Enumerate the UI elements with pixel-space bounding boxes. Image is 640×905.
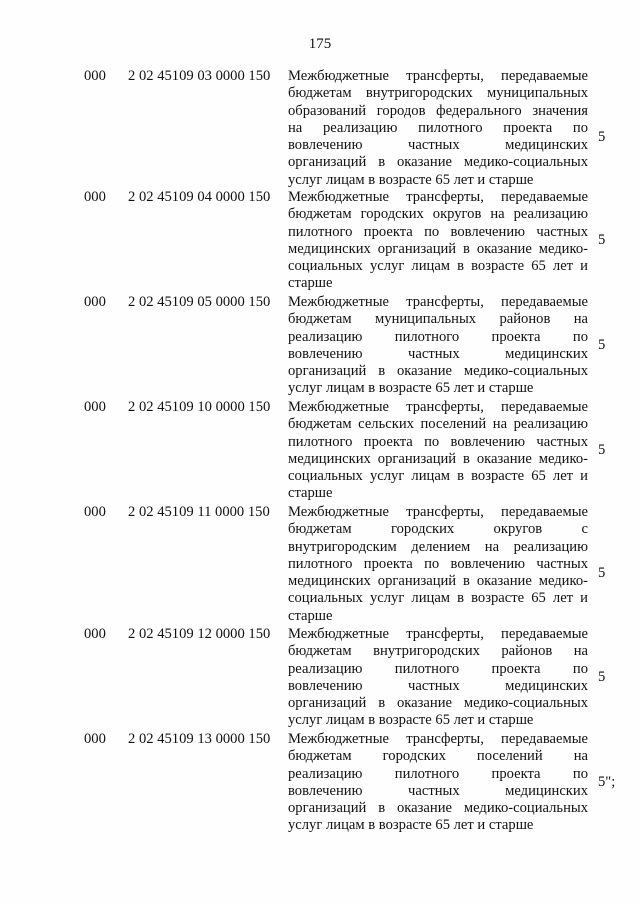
income-name-line: бюджетам внутригородских муниципальных [288, 85, 588, 102]
budget-classification-code: 2 02 45109 11 0000 150 [128, 504, 270, 520]
income-name-line: Межбюджетные трансферты, передаваемые [288, 504, 588, 520]
income-name-line: пилотного проекта по вовлечению частных [288, 555, 588, 572]
standard-amount: 5 [598, 337, 606, 354]
income-name-line: вовлечению частных медицинских [288, 782, 588, 799]
income-name-line: бюджетам внутригородских районов на [288, 643, 588, 660]
budget-classification-code: 2 02 45109 03 0000 150 [128, 68, 271, 84]
admin-code: 000 [84, 626, 106, 642]
income-name-line: старше [288, 485, 333, 502]
admin-code: 000 [84, 294, 106, 310]
admin-code: 000 [84, 189, 106, 205]
standard-amount: 5 [598, 564, 606, 581]
income-name-line: Межбюджетные трансферты, передаваемые [288, 189, 588, 205]
income-name [288, 68, 588, 189]
standard-amount: 5 [598, 232, 606, 249]
income-name-line: бюджетам городских округов с [288, 521, 588, 538]
income-name-line: реализацию пилотного проекта по [288, 765, 588, 782]
page-number: 175 [308, 36, 332, 52]
income-name [288, 504, 588, 625]
income-name-line: медицинских организаций в оказание медико- [288, 573, 588, 590]
income-name [288, 294, 588, 398]
income-name-line: образований городов федерального значения [288, 102, 588, 119]
income-name-line: услуг лицам в возрасте 65 лет и старше [288, 171, 534, 188]
standard-amount: 5 [598, 442, 606, 459]
income-name-line: Межбюджетные трансферты, передаваемые [288, 626, 588, 642]
income-name [288, 731, 588, 835]
budget-classification-code: 2 02 45109 13 0000 150 [128, 731, 271, 747]
income-name-line: социальных услуг лицам в возрасте 65 лет и [288, 258, 588, 275]
income-name-line: социальных услуг лицам в возрасте 65 лет и [288, 590, 588, 607]
income-name-line: бюджетам муниципальных районов на [288, 311, 588, 328]
income-name-line: услуг лицам в возрасте 65 лет и старше [288, 712, 534, 729]
admin-code: 000 [84, 504, 106, 520]
income-name-line: медицинских организаций в оказание медико- [288, 450, 588, 467]
admin-code: 000 [84, 399, 106, 415]
standard-amount: 5 [598, 128, 606, 145]
income-name-line: старше [288, 607, 333, 624]
standard-amount: 5 [598, 669, 606, 686]
income-name-line: организаций в оказание медико-социальных [288, 363, 588, 380]
budget-classification-code: 2 02 45109 10 0000 150 [128, 399, 271, 415]
income-name-line: реализацию пилотного проекта по [288, 328, 588, 345]
standard-amount: 5"; [598, 774, 616, 791]
income-name-line: бюджетам сельских поселений на реализацию [288, 416, 588, 433]
income-name-line: Межбюджетные трансферты, передаваемые [288, 68, 588, 84]
income-name-line: внутригородским делением на реализацию [288, 538, 588, 555]
income-name-line: бюджетам городских округов на реализацию [288, 206, 588, 223]
income-name-line: реализацию пилотного проекта по [288, 660, 588, 677]
income-name-line: Межбюджетные трансферты, передаваемые [288, 399, 588, 415]
income-name-line: на реализацию пилотного проекта по [288, 119, 588, 136]
income-name-line: услуг лицам в возрасте 65 лет и старше [288, 380, 534, 397]
income-name-line: услуг лицам в возрасте 65 лет и старше [288, 817, 534, 834]
income-name-line: пилотного проекта по вовлечению частных [288, 433, 588, 450]
admin-code: 000 [84, 731, 106, 747]
budget-classification-code: 2 02 45109 04 0000 150 [128, 189, 271, 205]
income-name [288, 189, 588, 293]
income-name-line: Межбюджетные трансферты, передаваемые [288, 294, 588, 310]
income-name-line: пилотного проекта по вовлечению частных [288, 223, 588, 240]
admin-code: 000 [84, 68, 106, 84]
income-name-line: организаций в оказание медико-социальных [288, 695, 588, 712]
income-name-line: медицинских организаций в оказание медико- [288, 240, 588, 257]
budget-classification-code: 2 02 45109 05 0000 150 [128, 294, 271, 310]
budget-classification-code: 2 02 45109 12 0000 150 [128, 626, 271, 642]
income-name-line: организаций в оказание медико-социальных [288, 154, 588, 171]
income-name-line: бюджетам городских поселений на [288, 748, 588, 765]
income-name [288, 399, 588, 503]
income-name-line: старше [288, 275, 333, 292]
income-name-line: вовлечению частных медицинских [288, 345, 588, 362]
income-name-line: социальных услуг лицам в возрасте 65 лет и [288, 468, 588, 485]
income-name-line: организаций в оказание медико-социальных [288, 800, 588, 817]
income-name-line: вовлечению частных медицинских [288, 137, 588, 154]
income-name-line: вовлечению частных медицинских [288, 677, 588, 694]
income-name-line: Межбюджетные трансферты, передаваемые [288, 731, 588, 747]
income-name [288, 626, 588, 730]
